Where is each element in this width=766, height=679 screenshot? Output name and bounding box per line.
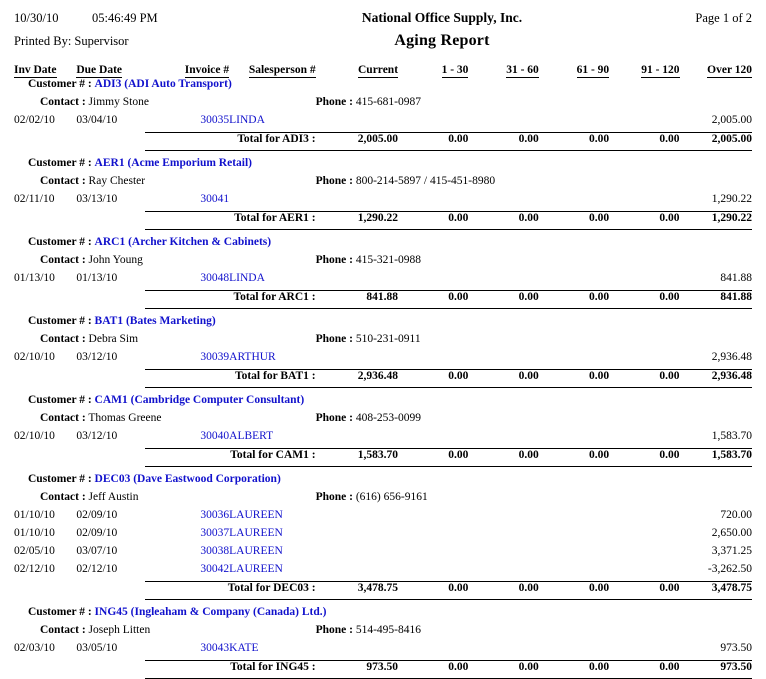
- customer-blank: [316, 473, 752, 491]
- customer-row: [14, 315, 752, 333]
- cell-91-120: [609, 193, 679, 212]
- cell-1-30: [398, 272, 468, 291]
- cell-over-120: 720.00: [720, 509, 752, 521]
- cell-1-30: [398, 509, 468, 527]
- cell-61-90: [539, 527, 609, 545]
- phone-label: Phone :: [315, 412, 353, 424]
- total-current: 1,583.70: [316, 449, 398, 467]
- cell-31-60: [468, 114, 538, 133]
- contact-label: Contact :: [40, 624, 86, 636]
- page-indicator: Page 1 of 2: [695, 11, 752, 25]
- total-blank-left: [14, 370, 145, 388]
- cell-invoice-number[interactable]: 30035: [200, 114, 230, 126]
- cell-salesperson[interactable]: KATE: [229, 642, 259, 654]
- customer-row: [14, 236, 752, 254]
- customer-name[interactable]: ING45 (Ingleaham & Company (Canada) Ltd.): [94, 606, 327, 618]
- cell-salesperson[interactable]: LAUREEN: [229, 563, 283, 575]
- customer-blank: [316, 394, 752, 412]
- total-61-90: 0.00: [539, 449, 609, 467]
- cell-over-120: 1,583.70: [711, 430, 752, 442]
- total-31-60: 0.00: [468, 212, 538, 230]
- cell-31-60: [468, 509, 538, 527]
- cell-salesperson[interactable]: LINDA: [229, 272, 265, 284]
- phone-number: 800-214-5897 / 415-451-8980: [355, 175, 496, 187]
- cell-inv-date: 02/10/10: [14, 351, 55, 363]
- phone-number: 408-253-0099: [355, 412, 422, 424]
- aging-report-table: [14, 78, 752, 679]
- total-label: Total for ARC1 :: [145, 291, 316, 309]
- table-row: [14, 272, 752, 291]
- phone-number: 510-231-0911: [355, 333, 421, 345]
- cell-91-120: [609, 527, 679, 545]
- contact-cell: [14, 96, 316, 114]
- cell-31-60: [468, 193, 538, 212]
- group-total-row: [14, 661, 752, 679]
- customer-name[interactable]: ARC1 (Archer Kitchen & Cabinets): [94, 236, 272, 248]
- customer-label: Customer # :: [28, 78, 92, 90]
- total-over-120: 1,583.70: [680, 449, 752, 467]
- total-current: 1,290.22: [316, 212, 398, 230]
- total-over-120: 1,290.22: [680, 212, 752, 230]
- cell-due-date: 03/12/10: [76, 351, 118, 363]
- phone-label: Phone :: [315, 624, 353, 636]
- col-salesperson: Salesperson #: [248, 64, 316, 76]
- column-header-table: [14, 64, 752, 78]
- cell-31-60: [468, 545, 538, 563]
- cell-over-120: 2,936.48: [711, 351, 752, 363]
- contact-cell: [14, 491, 316, 509]
- col-inv-date: Inv Date: [14, 64, 57, 76]
- cell-61-90: [539, 563, 609, 582]
- cell-61-90: [539, 351, 609, 370]
- cell-31-60: [468, 430, 538, 449]
- group-total-row: [14, 370, 752, 388]
- customer-label: Customer # :: [28, 236, 92, 248]
- customer-cell: [14, 78, 316, 96]
- total-61-90: 0.00: [539, 291, 609, 309]
- cell-1-30: [398, 527, 468, 545]
- phone-number: 415-321-0988: [355, 254, 422, 266]
- printed-by: Printed By: Supervisor: [14, 34, 129, 48]
- phone-number: (616) 656-9161: [355, 491, 428, 503]
- report-header-top: [14, 10, 752, 26]
- customer-row: [14, 78, 752, 96]
- customer-blank: [316, 157, 752, 175]
- cell-91-120: [609, 509, 679, 527]
- cell-31-60: [468, 272, 538, 291]
- phone-cell: [316, 333, 752, 351]
- contact-row: [14, 254, 752, 272]
- total-1-30: 0.00: [398, 449, 468, 467]
- group-total-row: [14, 212, 752, 230]
- cell-current: [316, 527, 398, 545]
- customer-row: [14, 157, 752, 175]
- group-total-row: [14, 291, 752, 309]
- table-row: [14, 430, 752, 449]
- customer-name[interactable]: DEC03 (Dave Eastwood Corporation): [94, 473, 281, 485]
- report-time: 05:46:49 PM: [92, 11, 158, 25]
- cell-over-120: -3,262.50: [707, 563, 752, 575]
- total-current: 841.88: [316, 291, 398, 309]
- col-invoice: Invoice #: [184, 64, 230, 76]
- cell-salesperson[interactable]: LINDA: [229, 114, 265, 126]
- total-61-90: 0.00: [539, 661, 609, 679]
- contact-row: [14, 96, 752, 114]
- contact-cell: [14, 254, 316, 272]
- total-blank-left: [14, 449, 145, 467]
- cell-over-120: 1,290.22: [711, 193, 752, 205]
- cell-invoice-number[interactable]: 30038: [200, 545, 230, 557]
- customer-blank: [316, 78, 752, 96]
- contact-name: John Young: [88, 254, 143, 266]
- cell-due-date: 03/12/10: [76, 430, 118, 442]
- total-91-120: 0.00: [609, 449, 679, 467]
- contact-name: Joseph Litten: [88, 624, 151, 636]
- cell-invoice-number[interactable]: 30041: [200, 193, 230, 205]
- phone-cell: [316, 175, 752, 193]
- report-header-second: [14, 32, 752, 50]
- phone-cell: [316, 254, 752, 272]
- phone-cell: [316, 96, 752, 114]
- total-1-30: 0.00: [398, 661, 468, 679]
- cell-1-30: [398, 545, 468, 563]
- cell-invoice-number[interactable]: 30039: [200, 351, 230, 363]
- total-current: 2,005.00: [316, 133, 398, 151]
- total-61-90: 0.00: [539, 133, 609, 151]
- table-row: [14, 563, 752, 582]
- cell-inv-date: 01/13/10: [14, 272, 55, 284]
- contact-name: Thomas Greene: [88, 412, 162, 424]
- total-91-120: 0.00: [609, 370, 679, 388]
- col-due-date: Due Date: [76, 64, 122, 76]
- contact-row: [14, 175, 752, 193]
- total-61-90: 0.00: [539, 582, 609, 600]
- contact-name: Debra Sim: [88, 333, 139, 345]
- cell-salesperson[interactable]: LAUREEN: [229, 527, 283, 539]
- customer-blank: [316, 315, 752, 333]
- total-91-120: 0.00: [609, 291, 679, 309]
- customer-name[interactable]: BAT1 (Bates Marketing): [94, 315, 216, 327]
- col-1-30: 1 - 30: [441, 64, 469, 76]
- cell-inv-date: 01/10/10: [14, 527, 55, 539]
- cell-invoice-number[interactable]: 30037: [200, 527, 230, 539]
- cell-current: [316, 114, 398, 133]
- total-over-120: 973.50: [680, 661, 752, 679]
- total-blank-left: [14, 582, 145, 600]
- total-current: 3,478.75: [316, 582, 398, 600]
- total-blank-left: [14, 212, 145, 230]
- customer-label: Customer # :: [28, 606, 92, 618]
- cell-current: [316, 563, 398, 582]
- customer-cell: [14, 157, 316, 175]
- col-91-120: 91 - 120: [641, 64, 680, 76]
- total-1-30: 0.00: [398, 133, 468, 151]
- col-current: Current: [358, 64, 399, 76]
- total-blank-left: [14, 661, 145, 679]
- total-label: Total for ADI3 :: [145, 133, 316, 151]
- phone-label: Phone :: [315, 491, 353, 503]
- cell-salesperson[interactable]: [229, 193, 315, 212]
- cell-over-120: 973.50: [720, 642, 752, 654]
- report-date: 10/30/10: [14, 11, 59, 25]
- customer-row: [14, 394, 752, 412]
- customer-label: Customer # :: [28, 157, 92, 169]
- cell-due-date: 02/09/10: [76, 509, 118, 521]
- phone-cell: [316, 491, 752, 509]
- total-91-120: 0.00: [609, 582, 679, 600]
- contact-label: Contact :: [40, 96, 86, 108]
- customer-name[interactable]: CAM1 (Cambridge Computer Consultant): [94, 394, 305, 406]
- cell-salesperson[interactable]: ALBERT: [229, 430, 274, 442]
- contact-cell: [14, 175, 316, 193]
- cell-due-date: 03/04/10: [76, 114, 118, 126]
- customer-cell: [14, 394, 316, 412]
- total-31-60: 0.00: [468, 661, 538, 679]
- cell-1-30: [398, 563, 468, 582]
- cell-1-30: [398, 351, 468, 370]
- phone-cell: [316, 624, 752, 642]
- contact-cell: [14, 412, 316, 430]
- total-label: Total for BAT1 :: [145, 370, 316, 388]
- cell-due-date: 02/12/10: [76, 563, 118, 575]
- page-title: Aging Report: [394, 32, 490, 49]
- cell-invoice-number[interactable]: 30043: [200, 642, 230, 654]
- col-31-60: 31 - 60: [506, 64, 539, 76]
- total-current: 2,936.48: [316, 370, 398, 388]
- cell-31-60: [468, 563, 538, 582]
- total-over-120: 3,478.75: [680, 582, 752, 600]
- cell-1-30: [398, 430, 468, 449]
- total-over-120: 2,005.00: [680, 133, 752, 151]
- cell-31-60: [468, 527, 538, 545]
- col-over-120: Over 120: [707, 64, 752, 76]
- cell-31-60: [468, 351, 538, 370]
- total-blank-left: [14, 133, 145, 151]
- cell-inv-date: 02/12/10: [14, 563, 55, 575]
- cell-91-120: [609, 114, 679, 133]
- table-row: [14, 527, 752, 545]
- table-row: [14, 351, 752, 370]
- phone-number: 415-681-0987: [355, 96, 422, 108]
- contact-name: Ray Chester: [88, 175, 146, 187]
- total-over-120: 2,936.48: [680, 370, 752, 388]
- phone-label: Phone :: [315, 175, 353, 187]
- total-current: 973.50: [316, 661, 398, 679]
- total-91-120: 0.00: [609, 133, 679, 151]
- total-31-60: 0.00: [468, 582, 538, 600]
- total-1-30: 0.00: [398, 582, 468, 600]
- total-31-60: 0.00: [468, 370, 538, 388]
- group-total-row: [14, 582, 752, 600]
- phone-label: Phone :: [315, 96, 353, 108]
- table-row: [14, 114, 752, 133]
- cell-1-30: [398, 114, 468, 133]
- total-label: Total for DEC03 :: [145, 582, 316, 600]
- total-31-60: 0.00: [468, 291, 538, 309]
- customer-name[interactable]: ADI3 (ADI Auto Transport): [94, 78, 232, 90]
- cell-due-date: 03/05/10: [76, 642, 118, 654]
- contact-row: [14, 412, 752, 430]
- cell-over-120: 841.88: [720, 272, 752, 284]
- table-row: [14, 545, 752, 563]
- contact-row: [14, 491, 752, 509]
- cell-salesperson[interactable]: LAUREEN: [229, 509, 283, 521]
- customer-blank: [316, 606, 752, 624]
- cell-61-90: [539, 114, 609, 133]
- col-61-90: 61 - 90: [576, 64, 610, 76]
- contact-label: Contact :: [40, 333, 86, 345]
- customer-label: Customer # :: [28, 394, 92, 406]
- cell-61-90: [539, 272, 609, 291]
- customer-cell: [14, 606, 327, 624]
- cell-invoice-number[interactable]: 30040: [200, 430, 230, 442]
- total-1-30: 0.00: [398, 291, 468, 309]
- total-1-30: 0.00: [398, 212, 468, 230]
- contact-name: Jeff Austin: [88, 491, 139, 503]
- cell-61-90: [539, 430, 609, 449]
- cell-91-120: [609, 430, 679, 449]
- company-name: National Office Supply, Inc.: [361, 10, 523, 25]
- cell-inv-date: 02/11/10: [14, 193, 55, 205]
- cell-salesperson[interactable]: LAUREEN: [229, 545, 283, 557]
- cell-inv-date: 02/05/10: [14, 545, 55, 557]
- customer-label: Customer # :: [28, 473, 92, 485]
- total-31-60: 0.00: [468, 449, 538, 467]
- total-61-90: 0.00: [539, 370, 609, 388]
- contact-row: [14, 333, 752, 351]
- customer-cell: [14, 315, 316, 333]
- contact-label: Contact :: [40, 254, 86, 266]
- total-61-90: 0.00: [539, 212, 609, 230]
- total-label: Total for CAM1 :: [145, 449, 316, 467]
- phone-label: Phone :: [315, 333, 353, 345]
- cell-91-120: [609, 563, 679, 582]
- cell-61-90: [539, 193, 609, 212]
- contact-label: Contact :: [40, 412, 86, 424]
- cell-due-date: 01/13/10: [76, 272, 118, 284]
- customer-blank: [316, 236, 752, 254]
- cell-due-date: 03/13/10: [76, 193, 118, 205]
- contact-cell: [14, 624, 316, 642]
- customer-row: [14, 606, 752, 624]
- total-over-120: 841.88: [680, 291, 752, 309]
- cell-inv-date: 02/03/10: [14, 642, 55, 654]
- customer-name[interactable]: AER1 (Acme Emporium Retail): [94, 157, 253, 169]
- group-total-row: [14, 449, 752, 467]
- total-blank-left: [14, 291, 145, 309]
- cell-due-date: 03/07/10: [76, 545, 118, 557]
- customer-cell: [14, 473, 316, 491]
- group-total-row: [14, 133, 752, 151]
- phone-label: Phone :: [315, 254, 353, 266]
- table-row: [14, 193, 752, 212]
- table-row: [14, 509, 752, 527]
- cell-current: [316, 509, 398, 527]
- customer-row: [14, 473, 752, 491]
- total-label: Total for ING45 :: [145, 661, 316, 679]
- cell-91-120: [609, 272, 679, 291]
- cell-inv-date: 02/10/10: [14, 430, 55, 442]
- total-label: Total for AER1 :: [145, 212, 316, 230]
- cell-invoice-number[interactable]: 30048: [200, 272, 230, 284]
- total-91-120: 0.00: [609, 661, 679, 679]
- total-91-120: 0.00: [609, 212, 679, 230]
- contact-label: Contact :: [40, 175, 86, 187]
- phone-number: 514-495-8416: [355, 624, 422, 636]
- contact-cell: [14, 333, 316, 351]
- cell-inv-date: 01/10/10: [14, 509, 55, 521]
- total-1-30: 0.00: [398, 370, 468, 388]
- contact-row: [14, 624, 752, 642]
- contact-name: Jimmy Stone: [88, 96, 149, 108]
- cell-61-90: [539, 509, 609, 527]
- cell-current: [316, 272, 398, 291]
- cell-current: [316, 430, 398, 449]
- cell-91-120: [609, 545, 679, 563]
- cell-current: [316, 193, 398, 212]
- customer-cell: [14, 236, 316, 254]
- cell-due-date: 02/09/10: [76, 527, 118, 539]
- phone-cell: [316, 412, 752, 430]
- cell-current: [316, 351, 398, 370]
- cell-over-120: 3,371.25: [711, 545, 752, 557]
- cell-salesperson[interactable]: ARTHUR: [229, 351, 276, 363]
- cell-invoice-number[interactable]: 30042: [200, 563, 230, 575]
- contact-label: Contact :: [40, 491, 86, 503]
- cell-invoice-number[interactable]: 30036: [200, 509, 230, 521]
- cell-inv-date: 02/02/10: [14, 114, 55, 126]
- cell-91-120: [609, 351, 679, 370]
- total-31-60: 0.00: [468, 133, 538, 151]
- cell-over-120: 2,005.00: [711, 114, 752, 126]
- cell-1-30: [398, 193, 468, 212]
- cell-over-120: 2,650.00: [711, 527, 752, 539]
- cell-61-90: [539, 545, 609, 563]
- customer-label: Customer # :: [28, 315, 92, 327]
- cell-current: [316, 545, 398, 563]
